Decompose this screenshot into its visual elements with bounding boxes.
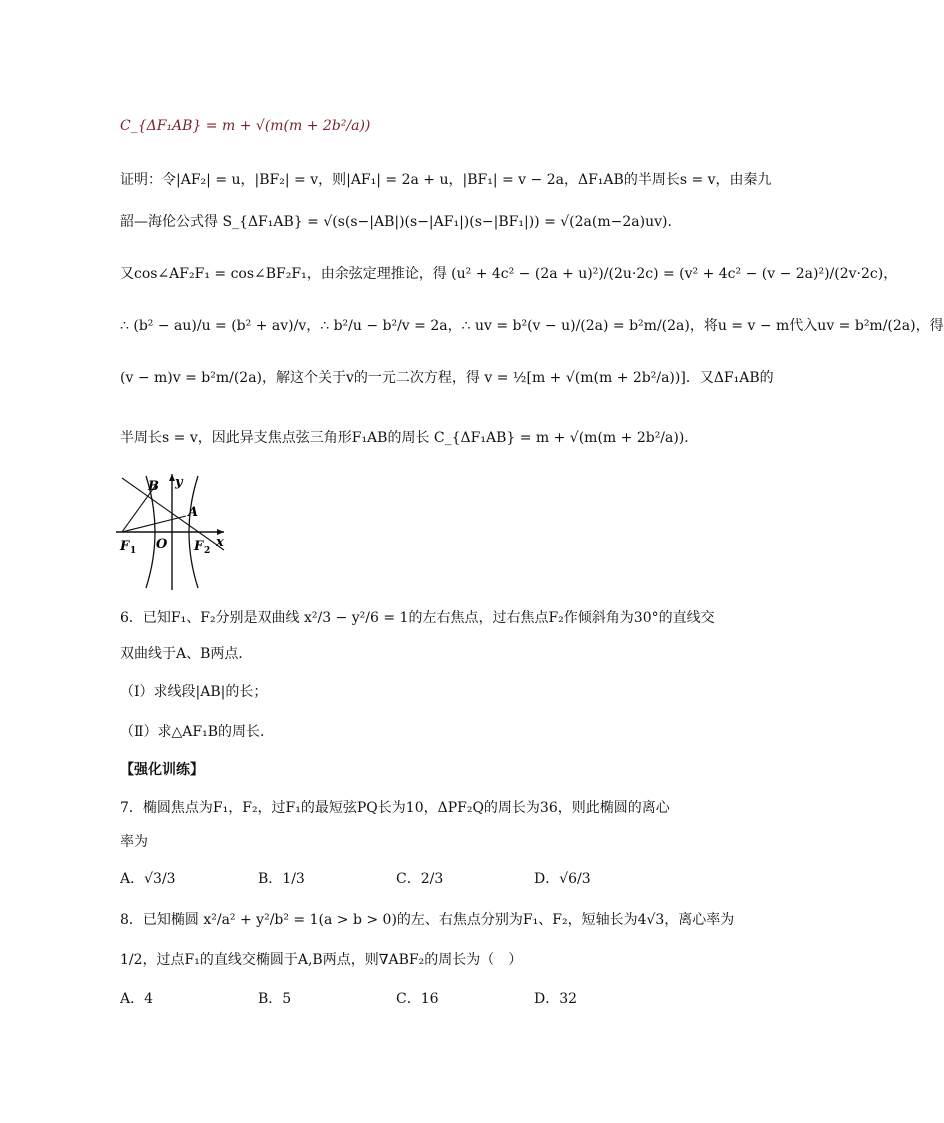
q7-option-c: C．2/3 [396, 871, 444, 887]
proof-line-6: 半周长s = v，因此异支焦点弦三角形F₁AB的周长 C_{ΔF₁AB} = m + √(m(m + 2b²/a))． [120, 430, 699, 446]
q8-option-d: D．32 [534, 991, 578, 1007]
q8-line-1: 8．已知椭圆 x²/a² + y²/b² = 1(a > b > 0)的左、右焦点分别为F₁、F₂，短轴长为4√3，离心率为 [120, 912, 735, 928]
proof-line-1: 证明：令|AF₂| = u，|BF₂| = v，则|AF₁| = 2a + u，|BF₁| = v − 2a，ΔF₁AB的半周长s = v，由秦九 [120, 172, 772, 188]
label-o: O [156, 537, 168, 552]
proof-line-2: 韶—海伦公式得 S_{ΔF₁AB} = √(s(s−|AB|)(s−|AF₁|)(s−|BF₁|)) = √(2a(m−2a)uv)． [120, 214, 682, 230]
label-f2: F [194, 539, 204, 554]
label-b: B [148, 479, 159, 494]
q6-line-1: 6．已知F₁、F₂分别是双曲线 x²/3 − y²/6 = 1的左右焦点，过右焦点F₂作倾斜角为30°的直线交 [120, 610, 715, 626]
q7-line-1: 7．椭圆焦点为F₁，F₂，过F₁的最短弦PQ长为10，ΔPF₂Q的周长为36，则此椭圆的离心 [120, 800, 670, 816]
q8-option-a: A．4 [120, 991, 154, 1007]
label-f2-sub: 2 [204, 546, 211, 556]
formula-top: C_{ΔF₁AB} = m + √(m(m + 2b²/a)) [120, 118, 371, 134]
q6-part-1: （Ⅰ）求线段|AB|的长； [120, 684, 268, 700]
label-f1-sub: 1 [130, 546, 137, 556]
chord-line [122, 478, 224, 550]
proof-line-3: 又cos∠AF₂F₁ = cos∠BF₂F₁，由余弦定理推论，得 (u² + 4c² − (2a + u)²)/(2u·2c) = (v² + 4c² − (v − 2a)²)/(2v·2c)， [120, 266, 898, 282]
q8-option-c: C．16 [396, 991, 439, 1007]
label-y: y [175, 475, 183, 490]
q6-line-2: 双曲线于A、B两点． [120, 646, 253, 662]
label-f1: F [120, 539, 130, 554]
q7-option-d: D．√6/3 [534, 871, 591, 887]
section-heading: 【强化训练】 [120, 762, 204, 778]
proof-line-4: ∴ (b² − au)/u = (b² + av)/v，∴ b²/u − b²/v = 2a，∴ uv = b²(v − u)/(2a) = b²m/(2a)，将u = v − m代入uv = b²m/(2a)，得 [120, 318, 944, 334]
q7-option-a: A．√3/3 [120, 871, 176, 887]
proof-line-5: (v − m)v = b²m/(2a)，解这个关于v的一元二次方程，得 v = ½[m + √(m(m + 2b²/a))]．又ΔF₁AB的 [120, 370, 774, 386]
q7-line-2: 率为 [120, 834, 148, 850]
q7-option-b: B．1/3 [258, 871, 305, 887]
q6-part-2: （Ⅱ）求△AF₁B的周长． [120, 724, 275, 740]
hyperbola-figure [112, 472, 232, 592]
label-x: x [216, 535, 224, 550]
label-a: A [188, 505, 199, 520]
q8-option-b: B．5 [258, 991, 292, 1007]
q8-line-2: 1/2，过点F₁的直线交椭圆于A,B两点，则∇ABF₂的周长为（ ） [120, 952, 523, 968]
